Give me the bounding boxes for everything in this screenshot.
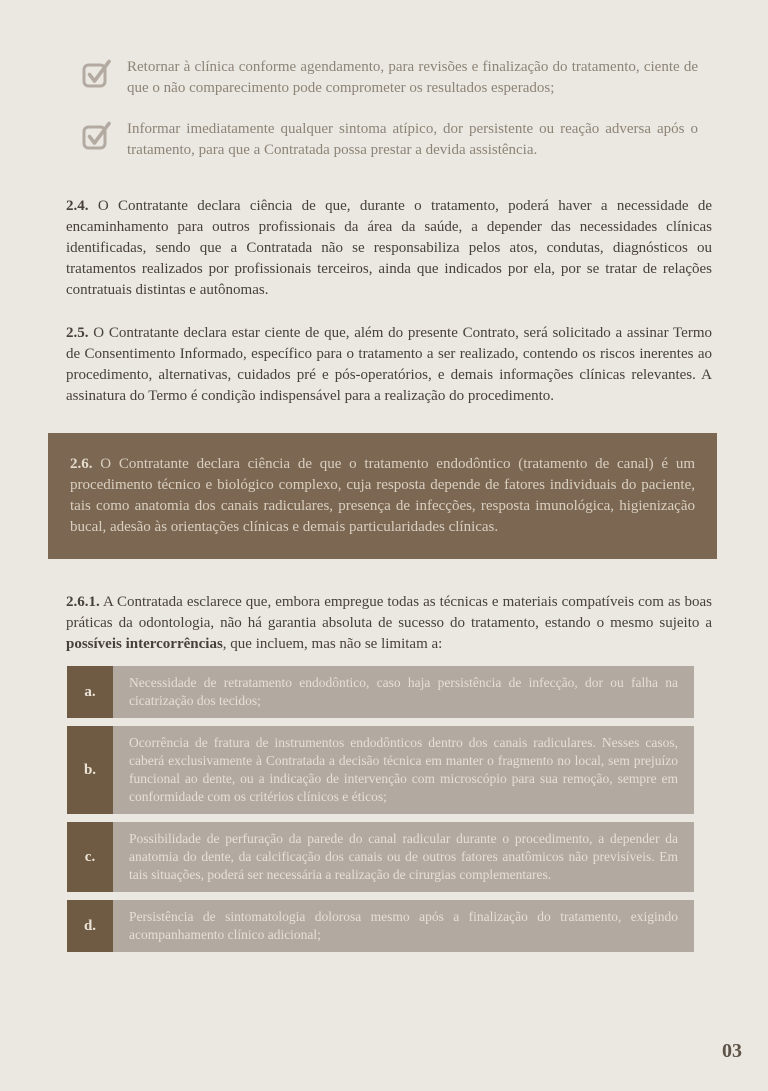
list-item-text: Possibilidade de perfuração da parede do canal radicular durante o procedimento, a depender da anatomia do dente, da calcificação dos canais ou de outros fatores anatômicos não previsíveis. Em tais situações, poderá ser necessária a realização de cirurgias complementares. — [113, 822, 694, 892]
checklist-item — [82, 119, 698, 160]
checklist-item-text: Informar imediatamente qualquer sintoma atípico, dor persistente ou reação adversa após o tratamento, para que a Contratada possa prestar a devida assistência. — [127, 121, 698, 158]
list-item-label: d. — [67, 900, 113, 952]
clause-2-4 — [66, 196, 712, 301]
list-item-c — [67, 822, 694, 892]
list-item-d — [67, 900, 694, 952]
list-item-label: a. — [67, 666, 113, 718]
list-item-a — [67, 666, 694, 718]
clause-text-after: , que incluem, mas não se limitam a: — [222, 636, 443, 652]
clause-text: O Contratante declara ciência de que, durante o tratamento, poderá haver a necessidade de encaminhamento para outros profissionais da área da saúde, a depender das necessidades clínicas identificadas, sendo que a Contratada não se responsabiliza pelos atos, condutas, diagnósticos ou tratamentos realizados por profissionais terceiros, ainda que indicados por ela, por se tratar de relações contratuais distintas e autônomas. — [66, 198, 712, 298]
clause-bold-phrase: possíveis intercorrências — [66, 636, 223, 652]
clause-number: 2.6. — [70, 456, 93, 472]
checklist-item — [82, 57, 698, 98]
clause-2-5 — [66, 323, 712, 407]
list-item-text: Ocorrência de fratura de instrumentos endodônticos dentro dos canais radiculares. Nesses casos, caberá exclusivamente à Contratada a decisão técnica em manter o fragmento no local, sem prejuízo funcional ao dente, ou a indicação de intervenção com microscópio para sua remoção, sempre em conformidade com os critérios clínicos e éticos; — [113, 726, 694, 814]
clause-text: O Contratante declara estar ciente de que, além do presente Contrato, será solicitado a assinar Termo de Consentimento Informado, específico para o tratamento a ser realizado, contendo os riscos inerentes ao procedimento, alternativas, cuidados pré e pós-operatórios, e demais informações clínicas relevantes. A assinatura do Termo é condição indispensável para a realização do procedimento. — [66, 325, 712, 404]
intercurrence-list — [67, 666, 694, 952]
clause-number: 2.4. — [66, 198, 89, 214]
clause-text-before: A Contratada esclarece que, embora empregue todas as técnicas e materiais compatíveis com as boas práticas da odontologia, não há garantia absoluta de sucesso do tratamento, estando o mesmo sujeito a — [66, 594, 712, 631]
list-item-text: Necessidade de retratamento endodôntico, caso haja persistência de infecção, dor ou falha na cicatrização dos tecidos; — [113, 666, 694, 718]
clause-2-6-1 — [66, 592, 712, 655]
list-item-b — [67, 726, 694, 814]
clause-number: 2.5. — [66, 325, 89, 341]
checkbox-checked-icon — [82, 120, 112, 150]
checkbox-checked-icon — [82, 58, 112, 88]
highlighted-clause-2-6 — [48, 433, 717, 559]
clause-number: 2.6.1. — [66, 594, 100, 610]
clause-text: O Contratante declara ciência de que o tratamento endodôntico (tratamento de canal) é um procedimento técnico e biológico complexo, cuja resposta depende de fatores individuais do paciente, tais como anatomia dos canais radiculares, presença de infecções, resposta imunológica, higienização bucal, adesão às orientações clínicas e demais particularidades clínicas. — [70, 456, 695, 535]
obligations-checklist — [0, 0, 768, 160]
list-item-text: Persistência de sintomatologia dolorosa mesmo após a finalização do tratamento, exigindo acompanhamento clínico adicional; — [113, 900, 694, 952]
list-item-label: c. — [67, 822, 113, 892]
checklist-item-text: Retornar à clínica conforme agendamento, para revisões e finalização do tratamento, ciente de que o não comparecimento pode comprometer os resultados esperados; — [127, 59, 698, 96]
list-item-label: b. — [67, 726, 113, 814]
page-number: 03 — [722, 1040, 742, 1062]
